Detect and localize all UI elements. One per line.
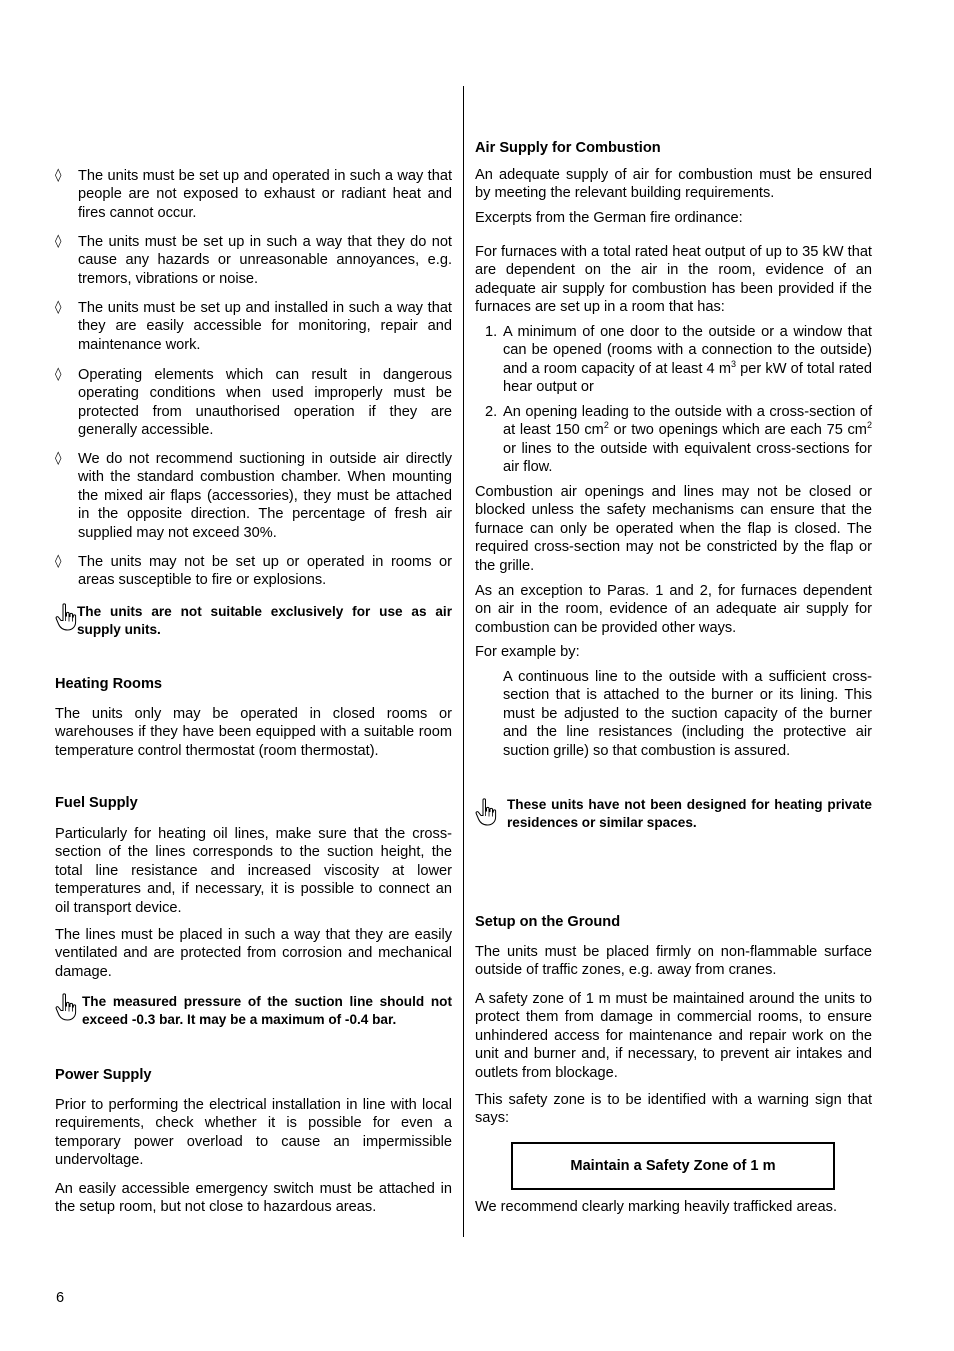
bullet-text: We do not recommend suctioning in outside air directly with the standard combustion chamber. When mounting the mixed air flaps (accessories), they must be attached in the opposite direction. The percentage of fresh air supplied may not exceed 30%. xyxy=(78,451,452,541)
bullet-item xyxy=(55,167,452,222)
bullet-text: The units must be set up and operated in such a way that people are not exposed to exhaust or radiant heat and fires cannot occur. xyxy=(78,168,452,221)
paragraph: For example by: xyxy=(475,644,580,660)
item-number: 2. xyxy=(485,404,498,420)
paragraph: A safety zone of 1 m must be maintained around the units to protect them from damage in commercial rooms, to ensure unhindered access for maintenance and repair work on the unit and burner and, if necessary, to prevent air intakes and outlets from blockage. xyxy=(475,991,872,1081)
paragraph: We recommend clearly marking heavily trafficked areas. xyxy=(475,1199,838,1215)
item-text: An opening leading to the outside with a cross-section of at least 150 $cm^2$ or two openings which are each 75 $cm^2$ or lines to the outside with equivalent cross-sections for air flow. xyxy=(503,404,872,476)
page-number: 6 xyxy=(56,1290,65,1306)
bullet-text: Operating elements which can result in dangerous operating conditions when used improperly must be protected from unauthorised operation if they are generally accessible. xyxy=(78,367,452,439)
bullet-item xyxy=(55,450,452,542)
section-title-air-supply: Air Supply for Combustion xyxy=(475,140,661,156)
diamond-bullet-icon: ◊ xyxy=(55,451,62,466)
paragraph: Prior to performing the electrical installation in line with local requirements, check whether it is possible for even a temporary power overload to cause an impermissible undervoltage. xyxy=(55,1097,452,1169)
diamond-bullet-icon: ◊ xyxy=(55,168,62,183)
paragraph: The units must be placed firmly on non-flammable surface outside of traffic zones, e.g. away from cranes. xyxy=(475,944,872,979)
numbered-item xyxy=(475,323,872,397)
paragraph: As an exception to Paras. 1 and 2, for furnaces dependent on air in the room, evidence of an adequate air supply for combustion can be provided other ways. xyxy=(475,583,872,636)
paragraph: Particularly for heating oil lines, make sure that the cross-section of the lines corresponds to the suction height, the total line resistance and increased viscosity at lower temperatures and, if necessary, it is possible to connect an oil transport device. xyxy=(55,826,452,916)
note-block xyxy=(475,796,872,832)
section-title-power-supply: Power Supply xyxy=(55,1067,152,1083)
bullet-item xyxy=(55,366,452,440)
paragraph: This safety zone is to be identified with a warning sign that says: xyxy=(475,1092,872,1127)
diamond-bullet-icon: ◊ xyxy=(55,300,62,315)
paragraph: For furnaces with a total rated heat output of up to 35 kW that are dependent on the air in the room, evidence of an adequate air supply for combustion has been provided if the furnaces are set up in a room that has: xyxy=(475,244,872,316)
paragraph: An adequate supply of air for combustion must be ensured by meeting the relevant building requirements. xyxy=(475,167,872,202)
bullet-text: The units must be set up in such a way that they do not cause any hazards or unreasonable annoyances, e.g. tremors, vibrations or noise. xyxy=(78,234,452,287)
pointing-hand-icon xyxy=(55,603,77,631)
warning-sign-box xyxy=(511,1142,835,1190)
item-text: A minimum of one door to the outside or a window that can be opened (rooms with a connection to the outside) and a room capacity of at least 4 $m^3$ per kW of total rated hear output or xyxy=(503,324,872,396)
bullet-item xyxy=(55,233,452,288)
numbered-item xyxy=(475,403,872,477)
warning-sign-text: Maintain a Safety Zone of 1 m xyxy=(570,1157,776,1174)
section-title-fuel-supply: Fuel Supply xyxy=(55,795,138,811)
pointing-hand-icon xyxy=(475,798,497,826)
paragraph: Excerpts from the German fire ordinance: xyxy=(475,210,743,226)
section-title-setup-on-ground: Setup on the Ground xyxy=(475,914,621,930)
paragraph: An easily accessible emergency switch must be attached in the setup room, but not close to hazardous areas. xyxy=(55,1181,452,1216)
diamond-bullet-icon: ◊ xyxy=(55,367,62,382)
bullet-text: The units may not be set up or operated in rooms or areas susceptible to fire or explosions. xyxy=(78,554,452,589)
column-divider xyxy=(463,86,464,1237)
paragraph: The lines must be placed in such a way that they are easily ventilated and are protected from corrosion and mechanical damage. xyxy=(55,927,452,980)
bullet-item xyxy=(55,299,452,354)
bullet-text: The units must be set up and installed in such a way that they are easily accessible for monitoring, repair and maintenance work. xyxy=(78,300,452,353)
paragraph: Combustion air openings and lines may not be closed or blocked unless the safety mechanisms can ensure that the furnace can only be operated when the flap is closed. The required cross-section may not be constricted by the flap or the grille. xyxy=(475,484,872,574)
note-block xyxy=(55,993,452,1029)
diamond-bullet-icon: ◊ xyxy=(55,234,62,249)
diamond-bullet-icon: ◊ xyxy=(55,554,62,569)
pointing-hand-icon xyxy=(55,993,77,1021)
note-text: The units are not suitable exclusively for use as air supply units. xyxy=(77,604,452,637)
note-block xyxy=(55,603,452,639)
paragraph: The units only may be operated in closed rooms or warehouses if they have been equipped with a suitable room temperature control thermostat (room thermostat). xyxy=(55,706,452,759)
paragraph-indented: A continuous line to the outside with a sufficient cross-section that is attached to the burner or its lining. This must be adjusted to the suction capacity of the burner and the line resistances (including the protective air suction grille) so that combustion is assured. xyxy=(503,669,872,759)
note-text: The measured pressure of the suction line should not exceed -0.3 bar. It may be a maximum of -0.4 bar. xyxy=(82,994,452,1027)
section-title-heating-rooms: Heating Rooms xyxy=(55,676,163,692)
note-text: These units have not been designed for heating private residences or similar spaces. xyxy=(507,797,872,830)
bullet-item xyxy=(55,553,452,590)
item-number: 1. xyxy=(485,324,498,340)
